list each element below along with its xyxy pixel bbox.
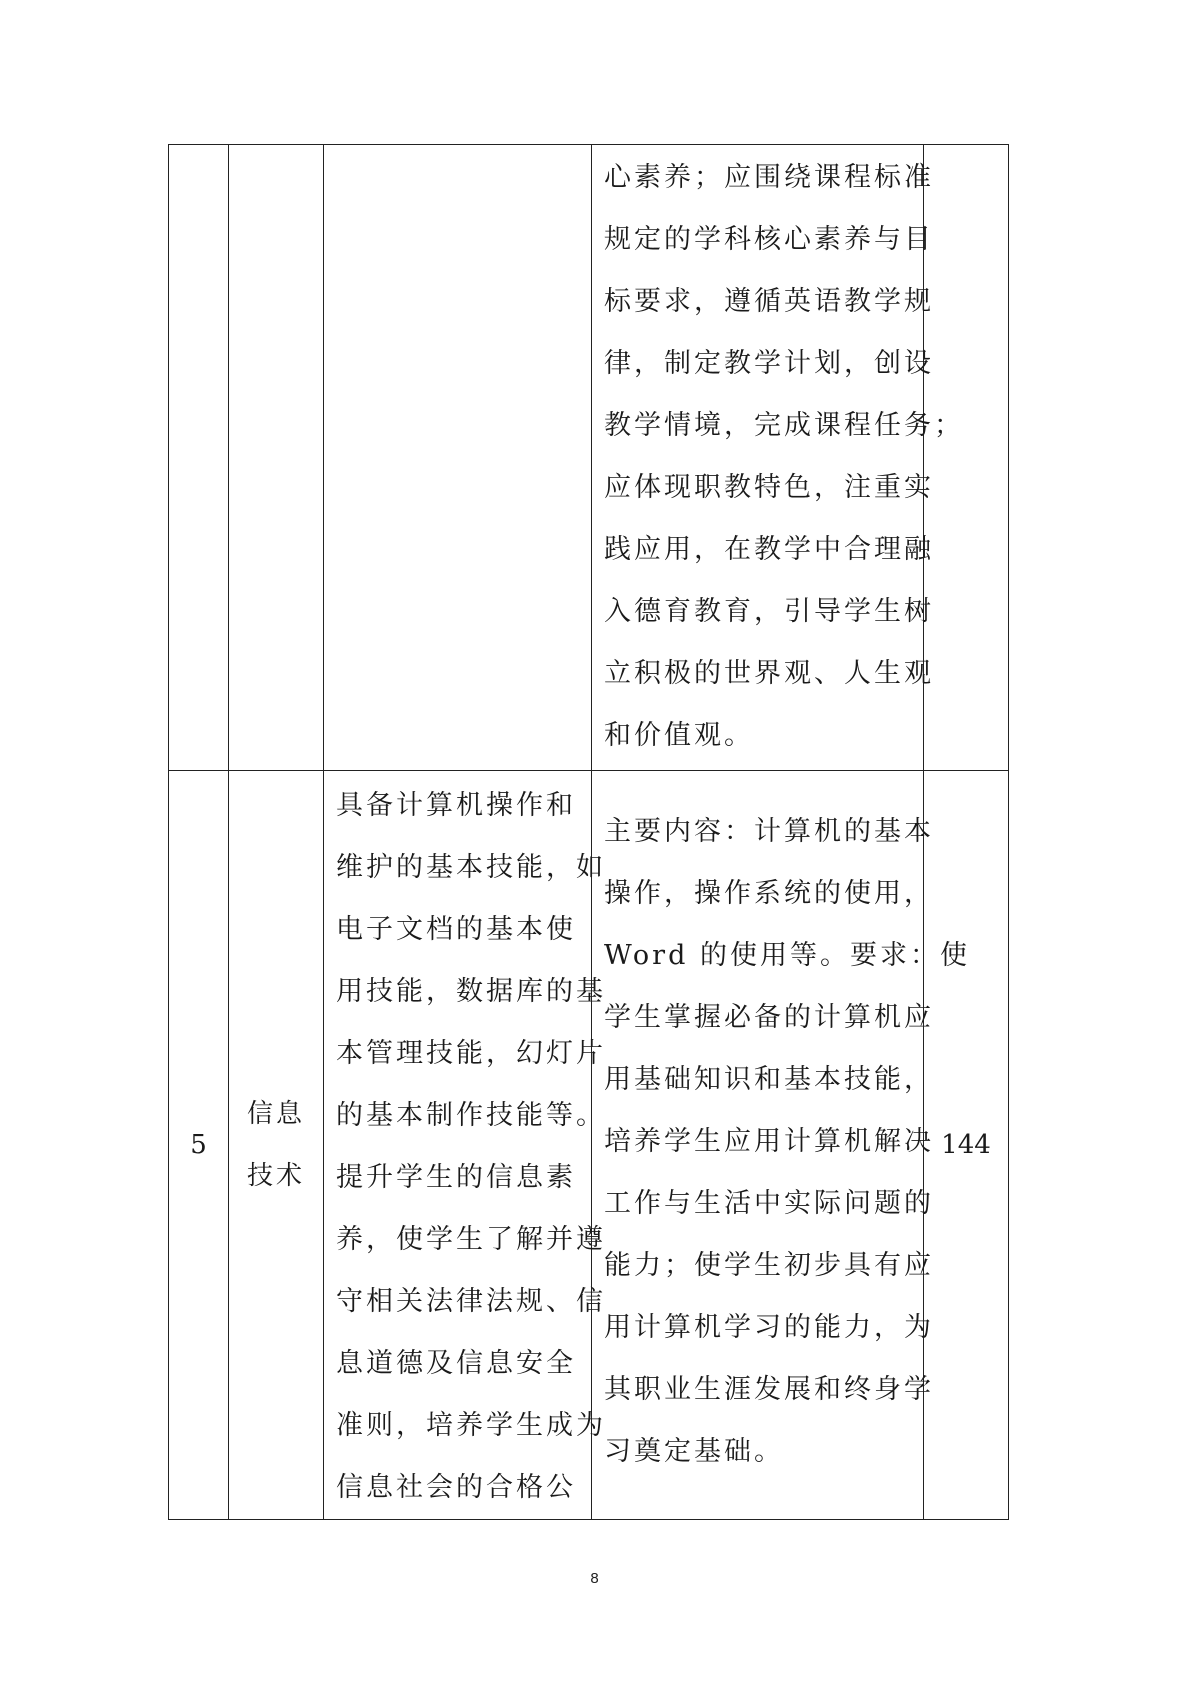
cell-course-name	[229, 771, 324, 1520]
cell-number	[169, 771, 229, 1520]
text-line: 维护的基本技能，如	[336, 852, 606, 883]
text-line: 和价值观。	[604, 720, 754, 751]
cell-hours	[924, 771, 1009, 1520]
text-line: 能力；使学生初步具有应	[604, 1250, 934, 1281]
text-line: 的基本制作技能等。	[336, 1100, 606, 1131]
text-line: 提升学生的信息素	[336, 1162, 576, 1193]
cell-goal	[324, 771, 606, 1520]
text-line: 本管理技能，幻灯片	[336, 1038, 606, 1069]
text-line: Word 的使用等。要求：使	[604, 940, 970, 971]
cell-number-continued	[169, 145, 229, 771]
cell-goal-continued	[324, 145, 592, 771]
text-line: 学生掌握必备的计算机应	[604, 1002, 934, 1033]
text-line: 教学情境，完成课程任务；	[604, 410, 964, 441]
text-line: 培养学生应用计算机解决	[604, 1126, 934, 1157]
text-line: 用基础知识和基本技能，	[604, 1064, 934, 1095]
text-line: 律，制定教学计划，创设	[604, 348, 934, 379]
text-line: 养，使学生了解并遵	[336, 1224, 606, 1255]
text-line: 践应用，在教学中合理融	[604, 534, 934, 565]
text-line: 用计算机学习的能力，为	[604, 1312, 934, 1343]
text-line: 操作，操作系统的使用，	[604, 878, 934, 909]
text-line: 规定的学科核心素养与目	[604, 224, 934, 255]
text-line: 守相关法律法规、信	[336, 1286, 606, 1317]
text-line: 具备计算机操作和	[336, 790, 576, 821]
text-line: 心素养；应围绕课程标准	[604, 162, 934, 193]
text-line: 工作与生活中实际问题的	[604, 1188, 934, 1219]
text-line: 其职业生涯发展和终身学	[604, 1374, 934, 1405]
cell-course-continued	[229, 145, 324, 771]
text-line: 应体现职教特色，注重实	[604, 472, 934, 503]
text-line: 入德育教育，引导学生树	[604, 596, 934, 627]
text-line: 准则，培养学生成为	[336, 1410, 606, 1441]
content-text-continued	[592, 145, 964, 767]
text-line: 主要内容：计算机的基本	[604, 816, 934, 847]
class-hours: 144	[941, 1130, 991, 1160]
text-line: 息道德及信息安全	[336, 1348, 576, 1379]
course-name-line: 技术	[246, 1161, 305, 1191]
text-line: 立积极的世界观、人生观	[604, 658, 934, 689]
page-number: 8	[590, 1570, 599, 1587]
table-row-info-tech	[169, 771, 1009, 1520]
cell-content-continued	[592, 145, 964, 771]
course-name	[229, 1083, 323, 1207]
table-row-continued	[169, 145, 1009, 771]
text-line: 信息社会的合格公	[336, 1472, 576, 1503]
text-line: 标要求，遵循英语教学规	[604, 286, 934, 317]
row-number: 5	[190, 1130, 207, 1160]
course-table	[168, 144, 1009, 1520]
text-line: 电子文档的基本使	[336, 914, 576, 945]
text-line: 用技能，数据库的基	[336, 976, 606, 1007]
text-line: 习奠定基础。	[604, 1436, 784, 1467]
course-name-line: 信息	[246, 1099, 305, 1129]
cell-hours-continued	[924, 145, 1009, 771]
goal-text	[324, 771, 606, 1519]
